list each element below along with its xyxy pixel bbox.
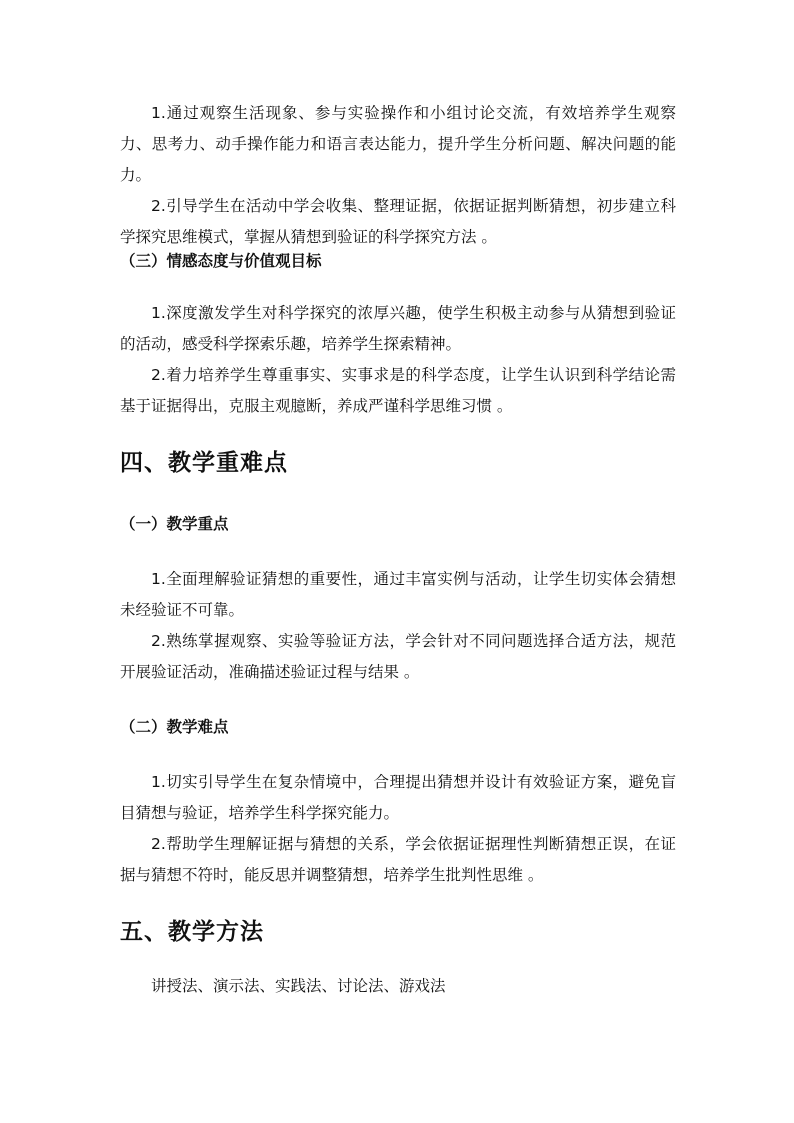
skills-goals-block — [120, 98, 676, 253]
teaching-methods-text: 讲授法、演示法、实践法、讨论法、游戏法 — [151, 977, 446, 995]
key-points-heading-block — [120, 512, 676, 536]
key-points-paragraph-1: 1.全面理解验证猜想的重要性，通过丰富实例与活动，让学生切实体会猜想未经验证不可靠。 — [120, 570, 676, 619]
difficult-points-block — [120, 767, 676, 891]
methods-block — [120, 974, 676, 998]
emotion-goals-heading: （三）情感态度与价值观目标 — [120, 252, 322, 270]
emotion-goals-heading-block — [120, 249, 676, 273]
difficult-points-paragraph-2: 2.帮助学生理解证据与猜想的关系，学会依据证据理性判断猜想正误，在证据与猜想不符时，能反思并调整猜想，培养学生批判性思维 。 — [120, 835, 676, 884]
section-4-heading: 四、教学重难点 — [120, 450, 288, 476]
skills-paragraph-2: 2.引导学生在活动中学会收集、整理证据，依据证据判断猜想，初步建立科学探究思维模式，掌握从猜想到验证的科学探究方法 。 — [120, 197, 676, 246]
key-points-paragraph-2: 2.熟练掌握观察、实验等验证方法，学会针对不同问题选择合适方法，规范开展验证活动，准确描述验证过程与结果 。 — [120, 632, 676, 681]
skills-paragraph-1: 1.通过观察生活现象、参与实验操作和小组讨论交流，有效培养学生观察力、思考力、动手操作能力和语言表达能力，提升学生分析问题、解决问题的能力。 — [120, 104, 676, 184]
difficult-points-heading: （二）教学难点 — [120, 718, 229, 736]
difficult-points-heading-block — [120, 715, 676, 739]
emotion-paragraph-1: 1.深度激发学生对科学探究的浓厚兴趣，使学生积极主动参与从猜想到验证的活动，感受科学探索乐趣，培养学生探索精神。 — [120, 304, 676, 353]
section-4-heading-block — [120, 448, 676, 478]
key-points-heading: （一）教学重点 — [120, 515, 229, 533]
key-points-block — [120, 564, 676, 688]
section-5-heading-block — [120, 917, 676, 947]
section-5-heading: 五、教学方法 — [120, 919, 264, 945]
emotion-goals-block — [120, 298, 676, 422]
emotion-paragraph-2: 2.着力培养学生尊重事实、实事求是的科学态度，让学生认识到科学结论需基于证据得出，克服主观臆断，养成严谨科学思维习惯 。 — [120, 366, 676, 415]
difficult-points-paragraph-1: 1.切实引导学生在复杂情境中，合理提出猜想并设计有效验证方案，避免盲目猜想与验证，培养学生科学探究能力。 — [120, 773, 676, 822]
